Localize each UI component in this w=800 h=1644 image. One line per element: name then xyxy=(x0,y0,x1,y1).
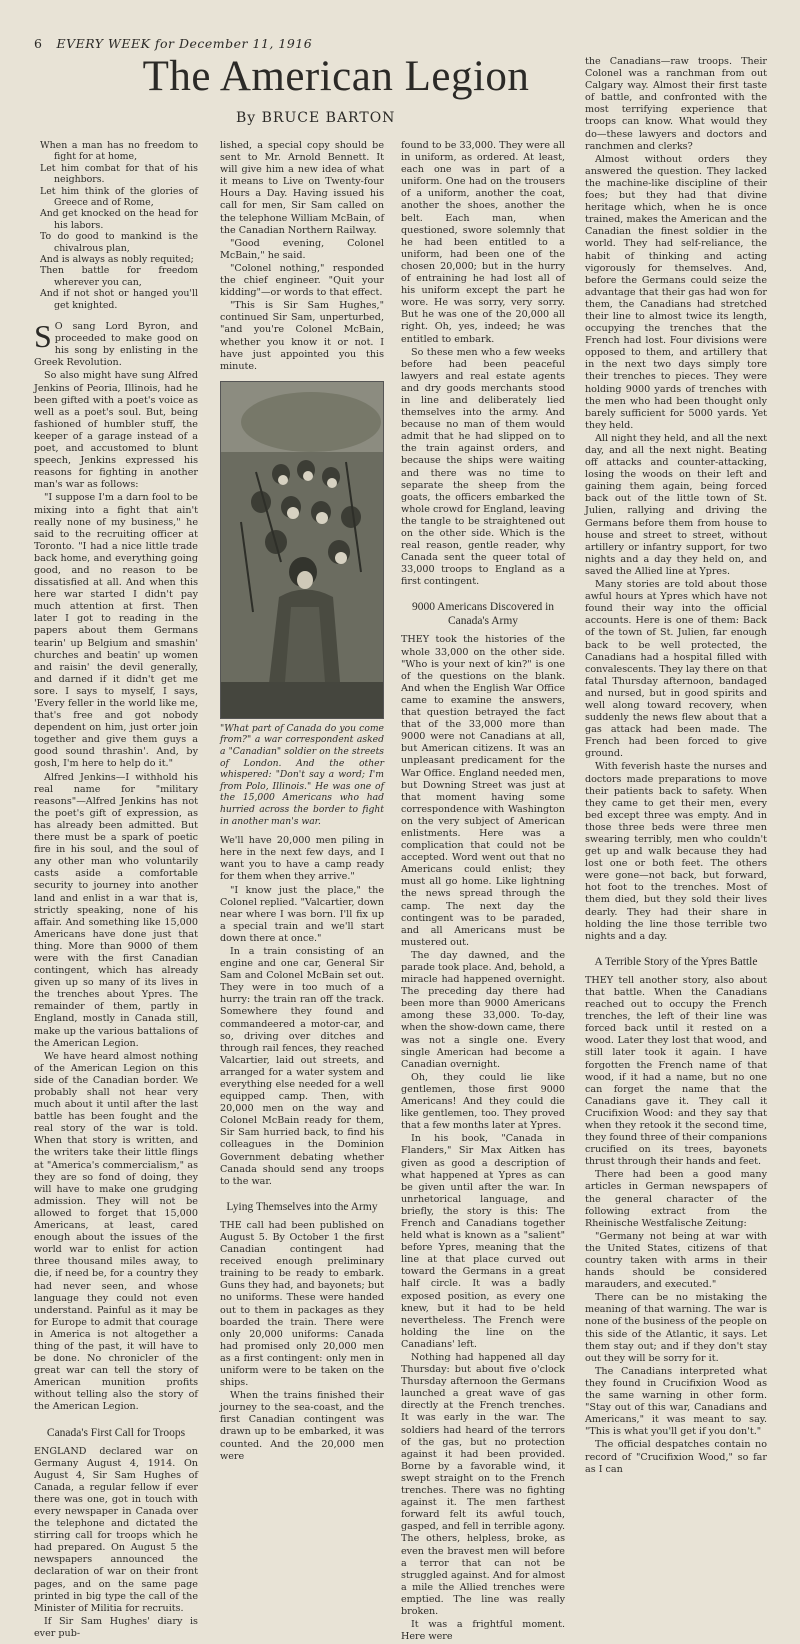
column-1 xyxy=(34,140,198,1641)
paragraph: ENGLAND declared war on Germany August 4, 1914. On August 4, Sir Sam Hughes of Canada, a regular fellow if ever there was one, got in touch with every newspaper in Canada over the telephone and dictated the stirring call for troops which he had prepared. On August 5 the newspapers announced the declaration of war on their front pages, and on the same page printed in big type the call of the Minister of Militia for recruits. xyxy=(34,1445,198,1614)
paragraph: There can be no mistaking the meaning of that warning. The war is none of the business of the people on this side of the Atlantic, it says. Let them stay out; and if they don't stay out they will be sorry for it. xyxy=(585,1292,767,1364)
opening-verse xyxy=(34,140,198,311)
section-heading: Canada's First Call for Troops xyxy=(46,1426,186,1439)
paragraph: "This is Sir Sam Hughes," continued Sir Sam, unperturbed, "and you're Colonel McBain, whether you know it or not. I have just appointed you this minute. xyxy=(220,300,384,372)
section-heading: A Terrible Story of the Ypres Battle xyxy=(594,955,758,968)
verse-line: To do good to mankind is the chivalrous plan, xyxy=(40,231,198,254)
paragraph: THEY took the histories of the whole 33,000 on the other side. "Who is your next of kin?" is one of the questions on the blank. And when the English War Office came to examine the answers, that question betrayed the fact that of the 33,000 more than 9000 were not Canadians at all, but American citizens. It was an unpleasant predicament for the War Office. England needed men, but Downing Street was just at that moment having some correspondence with Washington on the very subject of American enlistments. Here was a complication that could not be accepted. Word went out that no Americans could enlist; they must all go home. Like lightning the news spread through the camp. The next day the contingent was to be paraded, and all Americans must be mustered out. xyxy=(401,634,565,948)
paragraph: found to be 33,000. They were all in uniform, as ordered. At least, each one was in part of a uniform. One had on the trousers of a uniform, another the coat, another the shoes, another the belt. Each man, when questioned, swore solemnly that he had been entitled to a uniform, had been one of the chosen 20,000; but in the hurry of entraining he had lost all of his uniform except the part he wore. He was sorry, very sorry. But he was one of the 20,000 all right. Oh, yes, indeed; he was entitled to embark. xyxy=(401,140,565,345)
paragraph: Nothing had happened all day Thursday: but about five o'clock Thursday afternoon the Germans launched a great wave of gas directly at the French trenches. It was early in the war. The soldiers had heard of the terrors of the gas, but no protection against it had been provided. Borne by a favorable wind, it swept straight on to the French trenches. There was no fighting against it. The men farthest forward felt its awful touch, gasped, and fell in terrible agony. The others, helpless, broke, as even the bravest men will before a terror that can not be struggled against. And for almost a mile the Allied trenches were emptied. The line was really broken. xyxy=(401,1352,565,1617)
paragraph: "Good evening, Colonel McBain," he said. xyxy=(220,237,384,261)
paragraph: The official despatches contain no record of "Crucifixion Wood," so far as I can xyxy=(585,1439,767,1475)
paragraph: the Canadians—raw troops. Their Colonel was a ranchman from out Calgary way. Almost their first taste of battle, and confronted with the most terrifying experience that troops can know. What would they do—these lawyers and doctors and ranchmen and clerks? xyxy=(585,56,767,152)
paragraph: THEY tell another story, also about that battle. When the Canadians reached out to occupy the French trenches, the left of their line was forced back until it rested on a wood. Later they lost that wood, and still later took it again. I have forgotten the French name of that wood, if it had a name, but no one can forget the name that the Canadians gave it. They call it Crucifixion Wood: and they say that when they retook it the second time, they found three of their companions crucified on its trees, bayonets thrust through their hands and feet. xyxy=(585,974,767,1168)
paragraph: When the trains finished their journey to the sea-coast, and the first Canadian contingent was drawn up to be embarked, it was counted. And the 20,000 men were xyxy=(220,1390,384,1462)
verse-line: And is always as nobly requited; xyxy=(40,254,194,266)
verse-line: Let him think of the glories of Greece and of Rome, xyxy=(40,185,198,209)
paragraph: Many stories are told about those awful hours at Ypres which have not found their way into the official accounts. Here is one of them: Back of the town of St. Julien, far enough back to be well protected, the Canadians had a hospital filled with convalescents. They lay there on that fatal Thursday afternoon, bandaged and nursed, but in good spirits and well along toward recovery, when suddenly the news flew about that a gas attack had been made. The French had been forced to give ground. xyxy=(585,579,767,760)
paragraph: In his book, "Canada in Flanders," Sir Max Aitken has given as good a description of what happened at Ypres as can be given until after the war. In unrhetorical language, and briefly, the story is this: The French and Canadians together held what is known as a "salient" before Ypres, meaning that the line at that place curved out toward the Germans in a great half circle. It was a badly exposed position, as every one knew, but it had to be held nevertheless. The French were holding the line on the Canadians' left. xyxy=(401,1133,565,1350)
photo-illustration xyxy=(221,382,383,718)
paragraph: The Canadians interpreted what they found in Crucifixion Wood as the same warning in other form. "Stay out of this war, Canadians and Americans," it was meant to say. "This is what you'll get if you don't." xyxy=(585,1365,767,1438)
paragraph: "I suppose I'm a darn fool to be mixing into a fight that ain't really none of my business," he said to the recruiting officer at Toronto. "I had a nice little trade back home, and everything going good, and no reason to be dissatisfied at all. And when this here war started I didn't pay much attention at first. Then later I got to reading in the papers about them Germans tearin' up Belgium and smashin' churches and beatin' up women and raisin' the devil generally, and darned if it didn't get me sore. I says to myself, I says, 'Every feller in the world like me, that's free and got nobody dependent on him, just orter join together and give them guys a good sound thrashin'. And, by gosh, I'm here to help do it." xyxy=(34,492,198,770)
paragraph: In a train consisting of an engine and one car, General Sir Sam and Colonel McBain set out. They were in too much of a hurry: the train ran off the track. Somewhere they found and commandeered a motor-car, and so, driving over ditches and through rail fences, they reached Valcartier, laid out streets, and arranged for a water system and everything else needed for a well equipped camp. Then, with 20,000 men on the way and Colonel McBain ready for them, Sir Sam hurried back, to find his colleagues in the Dominion Government debating whether Canada should send any troops to the war. xyxy=(220,945,384,1187)
paragraph: So these men who a few weeks before had been peaceful lawyers and real estate agents and dry goods merchants stood in line and deliberately lied themselves into the army. And because no man of them would admit that he had slipped on to the train against orders, and because the ships were waiting and there was no time to separate the sheep from the goats, the officers embarked the whole crowd for England, leaving the tangle to be straightened out on the other side. Which is the real reason, gentle reader, why Canada sent the queer total of 33,000 troops to England as a first contingent. xyxy=(401,346,565,588)
paragraph: We have heard almost nothing of the American Legion on this side of the Canadian border. We probably shall not hear very much about it until after the last battle has been fought and the real story of the war is told. When that story is written, and the writers take their little flings at "America's commercialism," as they are so fond of doing, they will have to make one grudging admission. They will not be allowed to forget that 15,000 Americans, at least, cared enough about the issues of the world war to enlist for action three thousand miles away, to die, if need be, for a country they had never seen, and whose language they could not even understand. Painful as it may be for Europe to admit that courage in America is not altogether a thing of the past, it will have to be done. No chronicler of the great war can tell the story of American munition profits without telling also the story of the American Legion. xyxy=(34,1050,198,1413)
paragraph: With feverish haste the nurses and doctors made preparations to move their patients back to safety. When they came to get their men, every bed except three was empty. And in those three beds were three men swearing terribly, men who couldn't get up and walk because they had lost one or both feet. The others were gone—not back, but forward, hot foot to the trenches. Most of them died, but they sold their lives dearly. They had their share in holding the line those terrible two nights and a day. xyxy=(585,761,767,942)
page-number: 6 xyxy=(34,36,43,51)
byline: By BRUCE BARTON xyxy=(236,110,396,126)
paragraph: S O sang Lord Byron, and proceeded to make good on his song by enlisting in the Greek Revolution. xyxy=(34,318,198,369)
paragraph: THE call had been published on August 5. By October 1 the first Canadian contingent had received enough preliminary training to be ready to embark. Guns they had, and bayonets; but no uniforms. These were handed out to them in packages as they boarded the train. There were only 20,000 uniforms: Canada had promised only 20,000 men as a first contingent: only men in uniform were to be taken on the ships. xyxy=(220,1219,384,1389)
paragraph: Oh, they could lie like gentlemen, those first 9000 Americans! And they could die like gentlemen, too. They proved that a few months later at Ypres. xyxy=(401,1071,565,1132)
drop-cap: S xyxy=(34,318,52,355)
paragraph: There had been a good many articles in German newspapers of the general character of the following extract from the Rheinische Westfalische Zeitung: xyxy=(585,1169,767,1229)
paragraph: We'll have 20,000 men piling in here in the next few days, and I want you to have a camp ready for them when they arrive." xyxy=(220,835,384,883)
paragraph: The day dawned, and the parade took place. And, behold, a miracle had happened overnight. The preceding day there had been more than 9000 Americans among these 33,000. To-day, when the show-down came, there was not a single one. Every single American had become a Canadian overnight. xyxy=(401,949,565,1070)
photo-caption: "What part of Canada do you come from?" a war correspondent asked a "Canadian" soldier on the streets of London. And the other whispered: "Don't say a word; I'm from Polo, Illinois." He was one of the 15,000 Americans who had hurried across the border to fight in another man's war. xyxy=(220,722,384,827)
verse-line: Then battle for freedom wherever you can, xyxy=(40,265,198,288)
paragraph: "Colonel nothing," responded the chief engineer. "Quit your kidding"—or words to that effect. xyxy=(220,262,384,299)
paragraph: Alfred Jenkins—I withhold his real name for "military reasons"—Alfred Jenkins has not the poet's gift of expression, as has already been admitted. But there must be a spark of poetic fire in his soul, and the soul of any other man who voluntarily casts aside a comfortable security to journey into another land and enlist in a war that is, strictly speaking, none of his affair. And something like 15,000 Americans have done just that thing. More than 9000 of them were with the first Canadian contingent, which has already given up so many of its lives in the trenches about Ypres. The remainder of them, partly in England, mostly in Canada still, make up the various battalions of the American Legion. xyxy=(34,771,198,1049)
verse-line: And if not shot or hanged you'll get knighted. xyxy=(40,288,198,311)
paragraph: It was a frightful moment. Here were xyxy=(401,1619,565,1643)
running-head-text: EVERY WEEK for December 11, 1916 xyxy=(56,36,313,51)
paragraph: So also might have sung Alfred Jenkins of Peoria, Illinois, had he been gifted with a poet's voice as well as a poet's soul. But, being fashioned of humbler stuff, the keeper of a garage instead of a poet, and accustomed to blunt speech, Jenkins expressed his reasons for fighting in another man's war as follows: xyxy=(34,370,198,491)
paragraph: All night they held, and all the next day, and all the next night. Beating off attacks and counter-attacking, losing the woods on their left and gaining them again, being forced back out of the little town of St. Julien, rallying and driving the Germans before them from house to house and street to street, without artillery or infantry support, for two nights and a day they held on, and saved the Allied line at Ypres. xyxy=(585,432,767,577)
paragraph: "Germany not being at war with the United States, citizens of that country taken with arms in their hands should be considered marauders, and executed." xyxy=(585,1230,767,1291)
running-head xyxy=(34,36,312,51)
paragraph: If Sir Sam Hughes' diary is ever pub- xyxy=(34,1615,198,1639)
paragraph: lished, a special copy should be sent to Mr. Arnold Bennett. It will give him a new idea of what it means to Live on Twenty-four Hours a Day. Having issued his call for men, Sir Sam called on the telephone William McBain, of the Canadian Northern Railway. xyxy=(220,140,384,236)
verse-line: When a man has no freedom to fight for at home, xyxy=(40,140,198,163)
column-2 xyxy=(220,140,384,1464)
soldiers-photograph xyxy=(220,381,384,719)
verse-line: Let him combat for that of his neighbors. xyxy=(40,162,198,186)
section-heading: Lying Themselves into the Army xyxy=(226,1200,378,1213)
column-4 xyxy=(585,56,767,1477)
verse-line: And get knocked on the head for his labors. xyxy=(40,208,198,231)
paragraph: Almost without orders they answered the question. They lacked the machine-like discipline of their foes; but they had that divine heritage which, when he is once trained, makes the American and the Canadian the finest soldier in the world. They had self-reliance, the habit of thinking and acting vigorously for themselves. And, before the Germans could seize the advantage that their gas had won for them, the Canadians had stretched their line to almost twice its length, occupying the trenches that the French had lost. Four divisions were opposed to them, and artillery that in the next two days simply tore their trenches to pieces. They were holding 9000 yards of trenches with the men who had been thought only barely sufficient for 5000 yards. Yet they held. xyxy=(585,153,767,431)
article-title: The American Legion xyxy=(142,53,530,100)
column-3 xyxy=(401,140,565,1644)
section-heading: 9000 Americans Discovered in Canada's Army xyxy=(411,601,555,628)
paragraph: "I know just the place," the Colonel replied. "Valcartier, down near where I was born. I'll fix up a special train and we'll start down there at once." xyxy=(220,884,384,944)
